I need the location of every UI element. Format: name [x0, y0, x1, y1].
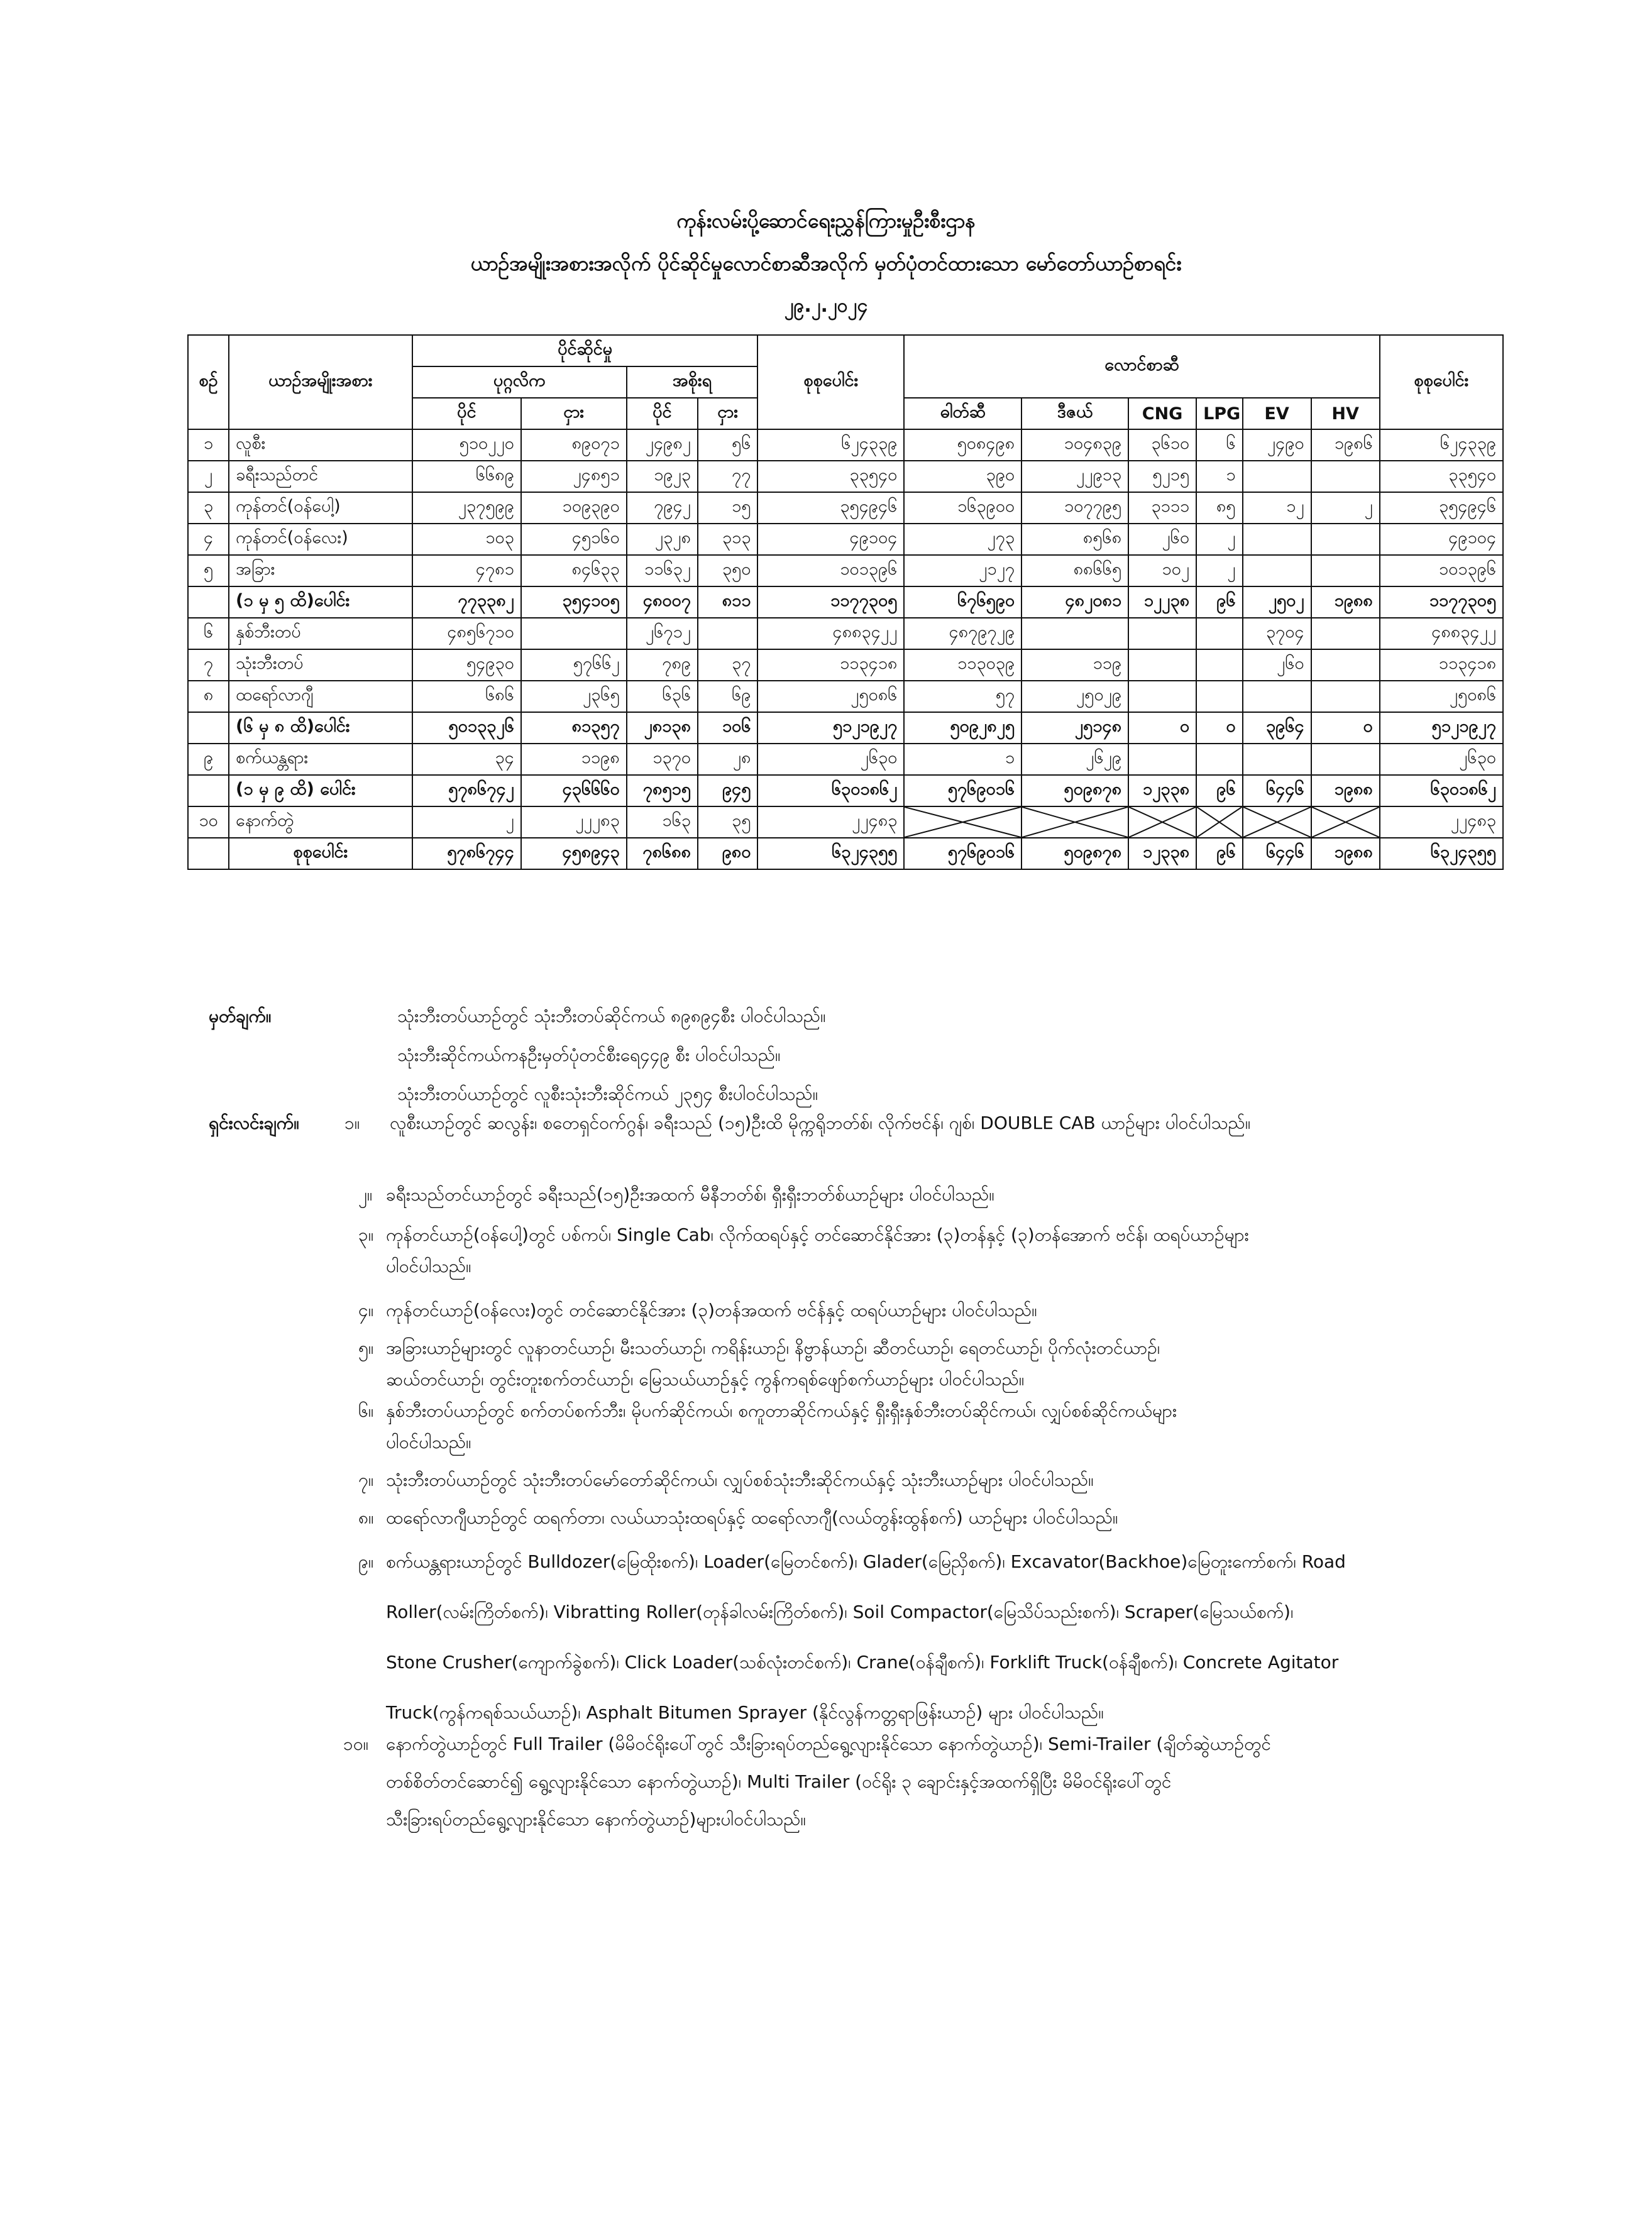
col-fuel-header: လောင်စာဆီ	[904, 335, 1379, 398]
cell-petrol: ၄၈၇၉၇၂၉	[904, 618, 1021, 649]
cell-g-lease: ၃၁၃	[698, 524, 757, 555]
cell-total: ၂၂၄၈၃	[757, 806, 904, 838]
cell-p-own: ၅၇၈၆၇၄၄	[412, 838, 521, 869]
cross-mark-icon	[1129, 807, 1196, 837]
cell-type: ခရီးသည်တင်	[229, 461, 412, 492]
subtotal-row	[188, 712, 1503, 744]
col-ev: EV	[1243, 398, 1311, 429]
cell-ev	[1243, 461, 1311, 492]
cell-total: ၆၃၀၁၈၆၂	[757, 775, 904, 806]
cell-p-own: ၅၁၀၂၂၀	[412, 429, 521, 461]
explanation-line: အခြားယာဉ်များတွင် လူနာတင်ယာဉ်၊ မီးသတ်ယာဉ်၊ ကရိန်းယာဉ်၊ နိဗ္ဗာန်ယာဉ်၊ ဆီတင်ယာဉ်၊ ရေတင်ယာဉ်၊ ပိုက်လုံးတင်ယာဉ်၊	[386, 1338, 1160, 1358]
cell-g-own: ၇၉၄၂	[627, 492, 698, 524]
explanation-line: ကုန်တင်ယာဉ်(ဝန်လေး)တွင် တင်ဆောင်နိုင်အား (၃)တန်အထက် ဗင်န်နှင့် ထရပ်ယာဉ်များ ပါဝင်ပါသည်။	[386, 1300, 1037, 1321]
cell-p-lease: ၂၂၂၈၃	[521, 806, 627, 838]
cell-label: (၁ မှ ၅ ထိ)ပေါင်း	[229, 586, 412, 618]
cell-g-own: ၂၃၂၈	[627, 524, 698, 555]
cell-cng	[1128, 744, 1196, 775]
cell-total: ၆၃၂၄၃၅၅	[757, 838, 904, 869]
cell-no: ၇	[188, 649, 229, 681]
cell-type: နောက်တွဲ	[229, 806, 412, 838]
explanation-line: Truck(ကွန်ကရစ်သယ်ယာဉ်)၊ Asphalt Bitumen Sprayer (နိုင်လွန်ကတ္တရာဖြန်းယာဉ်) များ ပါဝင်ပါသည်။	[386, 1702, 1104, 1723]
explanation-line: နောက်တွဲယာဉ်တွင် Full Trailer (မိမိဝင်ရိုးပေါ်တွင် သီးခြားရပ်တည်ရွေ့လျားနိုင်သော နောက်တွဲယာဉ်)၊ Semi-Trailer (ချိတ်ဆွဲယာဉ်တွင်	[386, 1734, 1271, 1754]
table-row	[188, 461, 1503, 492]
cell-hv	[1311, 524, 1380, 555]
cell-total: ၆၂၄၃၃၉	[757, 429, 904, 461]
cross-mark-icon	[1243, 807, 1311, 837]
cell-p-lease: ၅၇၆၆၂	[521, 649, 627, 681]
cell-type: ထရော်လာဂျီ	[229, 681, 412, 712]
cell-p-lease	[521, 618, 627, 649]
cell-hv	[1311, 681, 1380, 712]
cell-cng: ၁၀၂	[1128, 555, 1196, 586]
explanation-line: ခရီးသည်တင်ယာဉ်တွင် ခရီးသည်(၁၅)ဦးအထက် မီနီဘတ်စ်၊ ရှီးရှီးဘတ်စ်ယာဉ်များ ပါဝင်ပါသည်။	[386, 1184, 994, 1205]
cell-ev: ၆၄၄၆	[1243, 838, 1311, 869]
cross-mark-icon	[1197, 807, 1242, 837]
cell-g-lease: ၁၀၆	[698, 712, 757, 744]
cell-p-own: ၅၇၈၆၇၄၂	[412, 775, 521, 806]
cell-total: ၄၉၁၀၄	[757, 524, 904, 555]
cell-p-own: ၄၈၅၆၇၁၀	[412, 618, 521, 649]
cell-p-lease: ၄၅၈၉၄၃	[521, 838, 627, 869]
cell-hv: ၀	[1311, 712, 1380, 744]
cell-total: ၅၁၂၁၉၂၇	[757, 712, 904, 744]
col-diesel: ဒီဇယ်	[1021, 398, 1128, 429]
explanation-line: ပါဝင်ပါသည်။	[386, 1432, 471, 1453]
explanation-number: ၁၀။	[343, 1734, 368, 1754]
cell-g-own: ၇၈၆၈၈	[627, 838, 698, 869]
cell-petrol: ၃၉၀	[904, 461, 1021, 492]
cell-g-lease: ၁၅	[698, 492, 757, 524]
explanation-line: Roller(လမ်းကြိတ်စက်)၊ Vibratting Roller(တုန်ခါလမ်းကြိတ်စက်)၊ Soil Compactor(မြေသိပ်သည်းစက်)၊ Scraper(မြေသယ်စက်)၊	[386, 1602, 1294, 1622]
cell-p-lease: ၁၁၉၈	[521, 744, 627, 775]
cell-lpg: ၉၆	[1196, 838, 1242, 869]
cell-g-lease: ၂၈	[698, 744, 757, 775]
cell-ev: ၁၂	[1243, 492, 1311, 524]
cell-petrol: ၁၆၃၉၀၀	[904, 492, 1021, 524]
remark-line: သုံးဘီးတပ်ယာဉ်တွင် လူစီးသုံးဘီးဆိုင်ကယ် ၂၃၅၄ စီးပါဝင်ပါသည်။	[397, 1084, 818, 1104]
cell-total: ၂၆၃၀	[757, 744, 904, 775]
cell-total: ၃၃၅၄၀	[757, 461, 904, 492]
cell-p-own: ၁၀၃	[412, 524, 521, 555]
cell-g-lease: ၈၁၁	[698, 586, 757, 618]
cell-p-lease: ၃၅၄၁၀၅	[521, 586, 627, 618]
cell-ev: ၂၆၀	[1243, 649, 1311, 681]
cell-diesel: ၁၀၇၇၉၅	[1021, 492, 1128, 524]
subtotal-row	[188, 838, 1503, 869]
cell-petrol: ၅၇၆၉၀၁၆	[904, 775, 1021, 806]
cell-lpg	[1196, 681, 1242, 712]
cell-g-own: ၁၉၂၃	[627, 461, 698, 492]
cell-cng	[1128, 618, 1196, 649]
cell-lpg: ၁	[1196, 461, 1242, 492]
cell-g-lease: ၃၅	[698, 806, 757, 838]
org-title: ကုန်းလမ်းပို့ဆောင်ရေးညွှန်ကြားမှုဦးစီးဌာန	[676, 209, 976, 233]
cell-g-own: ၂၆၇၁၂	[627, 618, 698, 649]
cell-g-own: ၂၄၉၈၂	[627, 429, 698, 461]
cell-no: ၂	[188, 461, 229, 492]
cell-p-lease: ၁၀၉၃၉၀	[521, 492, 627, 524]
cell-no: ၁၀	[188, 806, 229, 838]
explanations-label: ရှင်းလင်းချက်။	[209, 1113, 299, 1133]
explanation-line: နှစ်ဘီးတပ်ယာဉ်တွင် စက်တပ်စက်ဘီး၊ မိုပက်ဆိုင်ကယ်၊ စကူတာဆိုင်ကယ်နှင့် ရှီးရှီးနှစ်ဘီးတပ်ဆိုင်ကယ်၊ လျှပ်စစ်ဆိုင်ကယ်များ	[386, 1400, 1177, 1421]
cell-type: လူစီး	[229, 429, 412, 461]
cell-hv: ၁၉၈၆	[1311, 429, 1380, 461]
crossed-cell	[904, 806, 1021, 838]
cell-p-own: ၄၇၈၁	[412, 555, 521, 586]
cell-diesel: ၂၆၂၉	[1021, 744, 1128, 775]
crossed-cell	[1128, 806, 1196, 838]
col-petrol: ဓါတ်ဆီ	[904, 398, 1021, 429]
cell-ev: ၂၄၉၀	[1243, 429, 1311, 461]
cell-ev: ၂၅၀၂	[1243, 586, 1311, 618]
col-type-header: ယာဉ်အမျိုးအစား	[229, 335, 412, 429]
table-row	[188, 555, 1503, 586]
cell-hv	[1311, 649, 1380, 681]
col-hv: HV	[1311, 398, 1380, 429]
cell-total: ၄၈၈၃၄၂၂	[757, 618, 904, 649]
cell-diesel: ၁၁၉	[1021, 649, 1128, 681]
cell-cng: ၀	[1128, 712, 1196, 744]
cell-lpg	[1196, 744, 1242, 775]
cell-g-own: ၂၈၁၃၈	[627, 712, 698, 744]
cell-grand: ၃၃၅၄၀	[1380, 461, 1503, 492]
cell-grand: ၅၁၂၁၉၂၇	[1380, 712, 1503, 744]
cell-diesel: ၈၈၆၆၅	[1021, 555, 1128, 586]
cell-hv: ၁၉၈၈	[1311, 586, 1380, 618]
col-private-own: ပိုင်	[412, 398, 521, 429]
document-date: ၂၉.၂.၂၀၂၄	[784, 295, 868, 317]
explanation-number: ၃။	[358, 1224, 374, 1245]
cell-grand: ၂၅၀၈၆	[1380, 681, 1503, 712]
table-row	[188, 618, 1503, 649]
explanation-line: ထရော်လာဂျီယာဉ်တွင် ထရက်တာ၊ လယ်ယာသုံးထရပ်နှင့် ထရော်လာဂျီ(လယ်တွန်းထွန်စက်) ယာဉ်များ ပါဝင်ပါသည်။	[386, 1507, 1118, 1528]
cell-grand: ၂၂၄၈၃	[1380, 806, 1503, 838]
vehicle-registration-table	[187, 334, 1504, 870]
cell-g-lease: ၉၈၀	[698, 838, 757, 869]
document-subtitle: ယာဉ်အမျိုးအစားအလိုက် ပိုင်ဆိုင်မှုလောင်စာဆီအလိုက် မှတ်ပုံတင်ထားသော မော်တော်ယာဉ်စာရင်း	[470, 251, 1182, 275]
remark-line: သုံးဘီးတပ်ယာဉ်တွင် သုံးဘီးတပ်ဆိုင်ကယ် ၈၉၈၉၄စီး ပါဝင်ပါသည်။	[397, 1006, 826, 1026]
table-row	[188, 649, 1503, 681]
cell-petrol: ၂၁၂၇	[904, 555, 1021, 586]
cell-no	[188, 775, 229, 806]
cell-petrol: ၅၇၆၉၀၁၆	[904, 838, 1021, 869]
cross-mark-icon	[1312, 807, 1379, 837]
col-no-header: စဉ်	[188, 335, 229, 429]
cell-grand: ၁၀၁၃၉၆	[1380, 555, 1503, 586]
cell-p-own: ၅၀၁၃၃၂၆	[412, 712, 521, 744]
cell-no: ၅	[188, 555, 229, 586]
crossed-cell	[1021, 806, 1128, 838]
cell-hv: ၁၉၈၈	[1311, 775, 1380, 806]
cell-lpg: ၉၆	[1196, 586, 1242, 618]
subtotal-row	[188, 775, 1503, 806]
cell-type: သုံးဘီးတပ်	[229, 649, 412, 681]
cell-cng: ၁၂၂၃၈	[1128, 586, 1196, 618]
cell-no	[188, 838, 229, 869]
cell-ev: ၃၇၀၄	[1243, 618, 1311, 649]
cross-mark-icon	[905, 807, 1021, 837]
cell-label: (၁ မှ ၉ ထိ) ပေါင်း	[229, 775, 412, 806]
cell-total: ၁၁၃၄၁၈	[757, 649, 904, 681]
cell-g-own: ၇၈၅၁၅	[627, 775, 698, 806]
cell-hv	[1311, 555, 1380, 586]
col-private-lease: ငှား	[521, 398, 627, 429]
cell-p-own: ၇၇၃၃၈၂	[412, 586, 521, 618]
remarks-label: မှတ်ချက်။	[209, 1006, 272, 1026]
cell-lpg	[1196, 649, 1242, 681]
cell-lpg: ၈၅	[1196, 492, 1242, 524]
explanation-line: ပါဝင်ပါသည်။	[386, 1256, 471, 1277]
cell-p-lease: ၈၉၀၇၁	[521, 429, 627, 461]
subtotal-row	[188, 586, 1503, 618]
cell-cng: ၂၆၀	[1128, 524, 1196, 555]
cell-g-lease: ၅၆	[698, 429, 757, 461]
cell-g-own: ၆၃၆	[627, 681, 698, 712]
table-row	[188, 681, 1503, 712]
cell-p-own: ၃၄	[412, 744, 521, 775]
cell-g-own: ၁၁၆၃၂	[627, 555, 698, 586]
col-private-header: ပုဂ္ဂလိက	[412, 366, 627, 398]
cell-grand: ၆၃၂၄၃၅၅	[1380, 838, 1503, 869]
cell-diesel: ၂၅၀၂၉	[1021, 681, 1128, 712]
cell-p-lease: ၄၅၁၆၀	[521, 524, 627, 555]
crossed-cell	[1311, 806, 1380, 838]
cell-total: ၃၅၄၉၄၆	[757, 492, 904, 524]
cell-lpg: ၂	[1196, 555, 1242, 586]
cell-p-own: ၂၃၇၅၉၉	[412, 492, 521, 524]
cell-grand: ၁၁၃၄၁၈	[1380, 649, 1503, 681]
explanation-number: ၈။	[358, 1507, 374, 1528]
cell-g-lease: ၉၄၅	[698, 775, 757, 806]
cell-grand: ၆၂၄၃၃၉	[1380, 429, 1503, 461]
cell-hv: ၂	[1311, 492, 1380, 524]
col-total-header: စုစုပေါင်း	[757, 335, 904, 429]
col-government-header: အစိုးရ	[627, 366, 758, 398]
cell-no: ၈	[188, 681, 229, 712]
cell-cng: ၃၆၁၀	[1128, 429, 1196, 461]
explanation-number: ၇။	[358, 1470, 374, 1490]
cell-cng	[1128, 649, 1196, 681]
table-row	[188, 524, 1503, 555]
cell-g-lease: ၃၅၀	[698, 555, 757, 586]
cell-label: (၆ မှ ၈ ထိ)ပေါင်း	[229, 712, 412, 744]
cell-grand: ၁၁၇၇၃၀၅	[1380, 586, 1503, 618]
cell-p-lease: ၂၄၈၅၁	[521, 461, 627, 492]
cell-cng	[1128, 681, 1196, 712]
cell-p-own: ၆၆၈၉	[412, 461, 521, 492]
cell-cng: ၁၂၃၃၈	[1128, 838, 1196, 869]
col-grand-header: စုစုပေါင်း	[1380, 335, 1503, 429]
cell-g-lease: ၇၇	[698, 461, 757, 492]
cell-lpg: ၂	[1196, 524, 1242, 555]
cell-no: ၁	[188, 429, 229, 461]
cell-grand: ၂၆၃၀	[1380, 744, 1503, 775]
cell-diesel: ၅၀၉၈၇၈	[1021, 775, 1128, 806]
cell-petrol: ၁	[904, 744, 1021, 775]
explanation-line: လူစီးယာဉ်တွင် ဆလွန်း၊ စတေရှင်ဝက်ဂွန်၊ ခရီးသည် (၁၅)ဦးထိ မိုက္ကရိုဘတ်စ်၊ လိုက်ဗင်န်၊ ဂျစ်၊ DOUBLE CAB ယာဉ်များ ပါဝင်ပါသည်။	[390, 1113, 1251, 1133]
crossed-cell	[1196, 806, 1242, 838]
cell-hv	[1311, 461, 1380, 492]
cell-no: ၉	[188, 744, 229, 775]
explanation-line: စက်ယန္တရားယာဉ်တွင် Bulldozer(မြေထိုးစက်)၊ Loader(မြေတင်စက်)၊ Glader(မြေညှိစက်)၊ Excavator(Backhoe)မြေတူးကော်စက်၊ Road	[386, 1551, 1346, 1572]
explanation-number: ၅။	[358, 1338, 374, 1358]
cell-ev	[1243, 524, 1311, 555]
cell-type: နှစ်ဘီးတပ်	[229, 618, 412, 649]
cell-no: ၄	[188, 524, 229, 555]
cell-cng: ၁၂၃၃၈	[1128, 775, 1196, 806]
explanation-line: ကုန်တင်ယာဉ်(ဝန်ပေါ့)တွင် ပစ်ကပ်၊ Single Cab၊ လိုက်ထရပ်နှင့် တင်ဆောင်နိုင်အား (၃)တန်နှင့် (၃)တန်အောက် ဗင်န်၊ ထရပ်ယာဉ်များ	[386, 1224, 1249, 1245]
explanation-number: ၄။	[358, 1300, 374, 1321]
table-row	[188, 492, 1503, 524]
cell-grand: ၆၃၀၁၈၆၂	[1380, 775, 1503, 806]
col-gov-own: ပိုင်	[627, 398, 698, 429]
cell-no	[188, 712, 229, 744]
cell-type: စက်ယန္တရား	[229, 744, 412, 775]
cell-petrol: ၆၇၆၅၉၀	[904, 586, 1021, 618]
cell-total: ၁၀၁၃၉၆	[757, 555, 904, 586]
explanation-line: Stone Crusher(ကျောက်ခွဲစက်)၊ Click Loader(သစ်လုံးတင်စက်)၊ Crane(ဝန်ချီစက်)၊ Forklift Truck(ဝန်ချီစက်)၊ Concrete Agitator	[386, 1652, 1339, 1673]
cell-type: ကုန်တင်(ဝန်လေး)	[229, 524, 412, 555]
cell-petrol: ၁၁၃၀၃၉	[904, 649, 1021, 681]
cell-g-own: ၇၈၉	[627, 649, 698, 681]
explanation-line: ဆယ်တင်ယာဉ်၊ တွင်းတူးစက်တင်ယာဉ်၊ မြေသယ်ယာဉ်နှင့် ကွန်ကရစ်ဖျော်စက်ယာဉ်များ ပါဝင်ပါသည်။	[386, 1369, 1025, 1390]
col-lpg: LPG	[1196, 398, 1242, 429]
cell-petrol: ၂၇၃	[904, 524, 1021, 555]
explanation-number: ၂။	[358, 1184, 373, 1205]
cell-g-lease: ၆၉	[698, 681, 757, 712]
cell-cng: ၅၂၁၅	[1128, 461, 1196, 492]
cell-label: စုစုပေါင်း	[229, 838, 412, 869]
col-cng: CNG	[1128, 398, 1196, 429]
explanation-line: သီးခြားရပ်တည်ရွေ့လျားနိုင်သော နောက်တွဲယာဉ်)များပါဝင်ပါသည်။	[386, 1809, 806, 1830]
cell-petrol: ၅၀၈၄၉၈	[904, 429, 1021, 461]
cell-grand: ၄၈၈၃၄၂၂	[1380, 618, 1503, 649]
cell-hv	[1311, 744, 1380, 775]
cell-lpg: ၀	[1196, 712, 1242, 744]
explanation-number: ၆။	[358, 1400, 374, 1421]
cell-lpg: ၆	[1196, 429, 1242, 461]
cell-petrol: ၅၀၉၂၈၂၅	[904, 712, 1021, 744]
cell-grand: ၃၅၄၉၄၆	[1380, 492, 1503, 524]
crossed-cell	[1243, 806, 1311, 838]
cell-petrol: ၅၇	[904, 681, 1021, 712]
cell-hv: ၁၉၈၈	[1311, 838, 1380, 869]
cell-hv	[1311, 618, 1380, 649]
cell-diesel: ၅၀၉၈၇၈	[1021, 838, 1128, 869]
table-row	[188, 429, 1503, 461]
explanation-line: တစ်စိတ်တင်ဆောင်၍ ရွေ့လျားနိုင်သော နောက်တွဲယာဉ်)၊ Multi Trailer (ဝင်ရိုး ၃ ချောင်းနှင့်အထက်ရှိပြီး မိမိဝင်ရိုးပေါ်တွင်	[386, 1771, 1172, 1792]
explanation-number: ၁။	[344, 1113, 360, 1133]
cell-no	[188, 586, 229, 618]
cell-g-lease	[698, 618, 757, 649]
explanation-number: ၉။	[358, 1551, 374, 1572]
remark-line: သုံးဘီးဆိုင်ကယ်ကနဦးမှတ်ပုံတင်စီးရေ၄၄၉ စီး ပါဝင်ပါသည်။	[397, 1045, 781, 1065]
cell-p-lease: ၈၁၃၅၇	[521, 712, 627, 744]
cell-grand: ၄၉၁၀၄	[1380, 524, 1503, 555]
cell-p-own: ၆၈၆	[412, 681, 521, 712]
cell-no: ၃	[188, 492, 229, 524]
cell-p-lease: ၂၃၆၅	[521, 681, 627, 712]
table-row	[188, 806, 1503, 838]
cell-diesel	[1021, 618, 1128, 649]
col-ownership-header: ပိုင်ဆိုင်မှု	[412, 335, 758, 366]
cell-type: ကုန်တင်(ဝန်ပေါ့)	[229, 492, 412, 524]
cell-total: ၂၅၀၈၆	[757, 681, 904, 712]
cell-ev	[1243, 681, 1311, 712]
cell-total: ၁၁၇၇၃၀၅	[757, 586, 904, 618]
cell-p-own: ၂	[412, 806, 521, 838]
cell-ev: ၆၄၄၆	[1243, 775, 1311, 806]
cell-ev	[1243, 744, 1311, 775]
cross-mark-icon	[1022, 807, 1128, 837]
cell-lpg: ၉၆	[1196, 775, 1242, 806]
cell-g-own: ၄၈၀၀၇	[627, 586, 698, 618]
cell-g-own: ၁၃၇၀	[627, 744, 698, 775]
cell-ev	[1243, 555, 1311, 586]
cell-lpg	[1196, 618, 1242, 649]
cell-p-lease: ၈၄၆၃၃	[521, 555, 627, 586]
cell-diesel: ၈၅၆၈	[1021, 524, 1128, 555]
cell-diesel: ၁၀၄၈၃၉	[1021, 429, 1128, 461]
cell-type: အခြား	[229, 555, 412, 586]
explanation-line: သုံးဘီးတပ်ယာဉ်တွင် သုံးဘီးတပ်မော်တော်ဆိုင်ကယ်၊ လျှပ်စစ်သုံးဘီးဆိုင်ကယ်နှင့် သုံးဘီးယာဉ်များ ပါဝင်ပါသည်။	[386, 1470, 1094, 1490]
cell-ev: ၃၉၆၄	[1243, 712, 1311, 744]
col-gov-lease: ငှား	[698, 398, 757, 429]
cell-p-lease: ၄၃၆၆၆၀	[521, 775, 627, 806]
cell-g-own: ၁၆၃	[627, 806, 698, 838]
table-row	[188, 744, 1503, 775]
cell-p-own: ၅၄၉၃၀	[412, 649, 521, 681]
cell-diesel: ၂၂၉၁၃	[1021, 461, 1128, 492]
cell-cng: ၃၁၁၁	[1128, 492, 1196, 524]
cell-g-lease: ၃၇	[698, 649, 757, 681]
cell-no: ၆	[188, 618, 229, 649]
cell-diesel: ၂၅၁၄၈	[1021, 712, 1128, 744]
cell-diesel: ၄၈၂၀၈၁	[1021, 586, 1128, 618]
